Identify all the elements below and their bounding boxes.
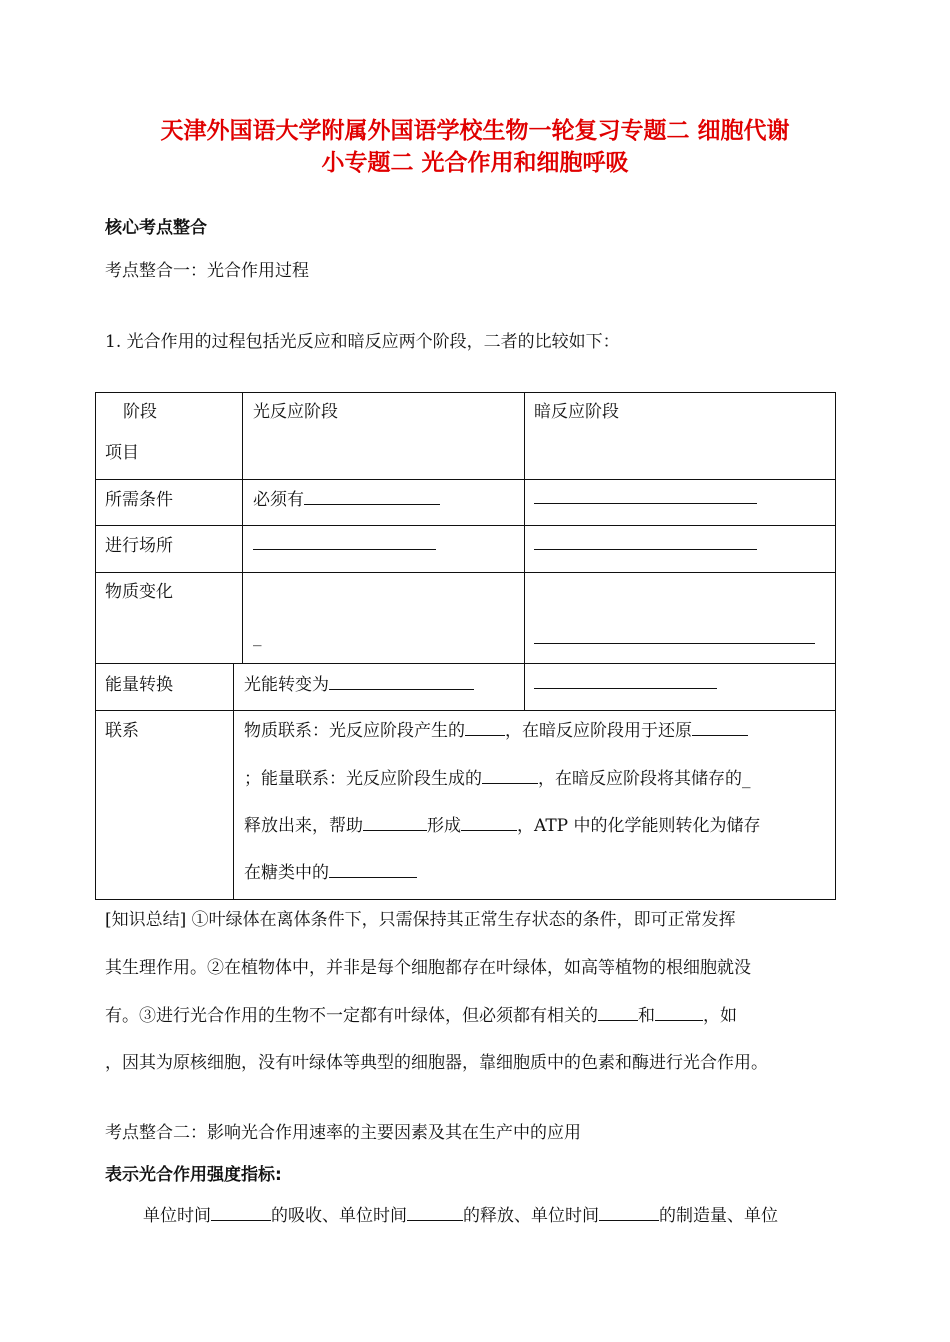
table-row-divider [95,710,836,711]
relation-text: ；能量联系：光反应阶段生成的 [244,769,482,789]
fill-blank[interactable] [692,719,748,736]
section-heading: 核心考点整合 [105,218,207,238]
header-dark-reaction: 暗反应阶段 [534,402,619,422]
relation-line-1 [244,716,748,741]
row-label-conditions: 所需条件 [105,490,173,510]
point2-heading: 考点整合二：影响光合作用速率的主要因素及其在生产中的应用 [105,1123,581,1143]
fill-blank[interactable] [599,1204,659,1221]
relation-line-4 [244,858,417,883]
fill-blank[interactable] [211,1204,271,1221]
relation-text: ，在暗反应阶段用于还原 [505,721,692,741]
relation-text: 释放出来，帮助 [244,816,363,836]
table-row-divider [95,572,836,573]
relation-line-2 [244,764,751,789]
location-light-blank[interactable] [253,549,436,550]
relation-line-3 [244,811,761,836]
table-border-right [835,392,836,900]
summary-line-2: 其生理作用。②在植物体中，并非是每个细胞都存在叶绿体，如高等植物的根细胞就没 [105,958,751,978]
document-title-line2: 小专题二 光合作用和细胞呼吸 [321,150,629,176]
fill-blank[interactable] [329,673,474,690]
summary-text: 和 [638,1006,655,1026]
summary-line-3 [105,1001,737,1026]
fill-blank[interactable] [329,861,417,878]
table-row-divider [95,479,836,480]
summary-line-1: [知识总结] ①叶绿体在离体条件下，只需保持其正常生存状态的条件，即可正常发挥 [105,910,736,930]
relation-text: ，在暗反应阶段将其储存的_ [538,769,751,789]
fill-blank[interactable] [461,814,517,831]
conditions-light-prefix: 必须有 [253,490,304,510]
relation-text: ，ATP 中的化学能则转化为储存 [517,816,761,836]
table-col-divider [524,392,525,711]
fill-blank[interactable] [304,488,440,505]
header-stage-label: 阶段 [123,402,157,422]
point2-body [143,1201,778,1226]
body-text: 单位时间 [143,1206,211,1226]
header-light-reaction: 光反应阶段 [253,402,338,422]
header-item-label: 项目 [105,443,139,463]
table-col-divider [242,392,243,664]
fill-blank[interactable] [363,814,427,831]
relation-text: 在糖类中的 [244,863,329,883]
table-row-divider [95,525,836,526]
point2-subheading: 表示光合作用强度指标: [105,1165,282,1185]
table-border-left [95,392,96,900]
relation-text: 形成 [427,816,461,836]
energy-light-prefix: 光能转变为 [244,675,329,695]
fill-blank[interactable] [482,767,538,784]
body-text: 的制造量、单位 [659,1206,778,1226]
row-label-location: 进行场所 [105,536,173,556]
material-light-mark: _ [253,627,262,647]
fill-blank[interactable] [655,1004,703,1021]
point1-heading: 考点整合一：光合作用过程 [105,261,309,281]
fill-blank[interactable] [598,1004,638,1021]
row-label-relation: 联系 [105,721,139,741]
energy-light-cell [244,670,474,695]
table-col-divider [233,663,234,900]
table-row-divider [95,663,836,664]
location-dark-blank[interactable] [534,549,757,550]
summary-line-4: ，因其为原核细胞，没有叶绿体等典型的细胞器，靠细胞质中的色素和酶进行光合作用。 [105,1053,768,1073]
summary-text: 有。③进行光合作用的生物不一定都有叶绿体，但必须都有相关的 [105,1006,598,1026]
row-label-material: 物质变化 [105,582,173,602]
conditions-dark-blank[interactable] [534,503,757,504]
fill-blank[interactable] [407,1204,463,1221]
fill-blank[interactable] [465,719,505,736]
energy-dark-blank[interactable] [534,688,717,689]
material-dark-blank[interactable] [534,643,815,644]
summary-text: ，如 [703,1006,737,1026]
document-title-line1: 天津外国语大学附属外国语学校生物一轮复习专题二 细胞代谢 [160,118,790,144]
table-border-top [95,392,836,393]
relation-text: 物质联系：光反应阶段产生的 [244,721,465,741]
body-text: 的释放、单位时间 [463,1206,599,1226]
row-label-energy: 能量转换 [105,675,173,695]
body-text: 的吸收、单位时间 [271,1206,407,1226]
conditions-light-cell [253,485,440,510]
table-border-bottom [95,899,836,900]
point1-intro: 1. 光合作用的过程包括光反应和暗反应两个阶段，二者的比较如下： [105,332,620,352]
